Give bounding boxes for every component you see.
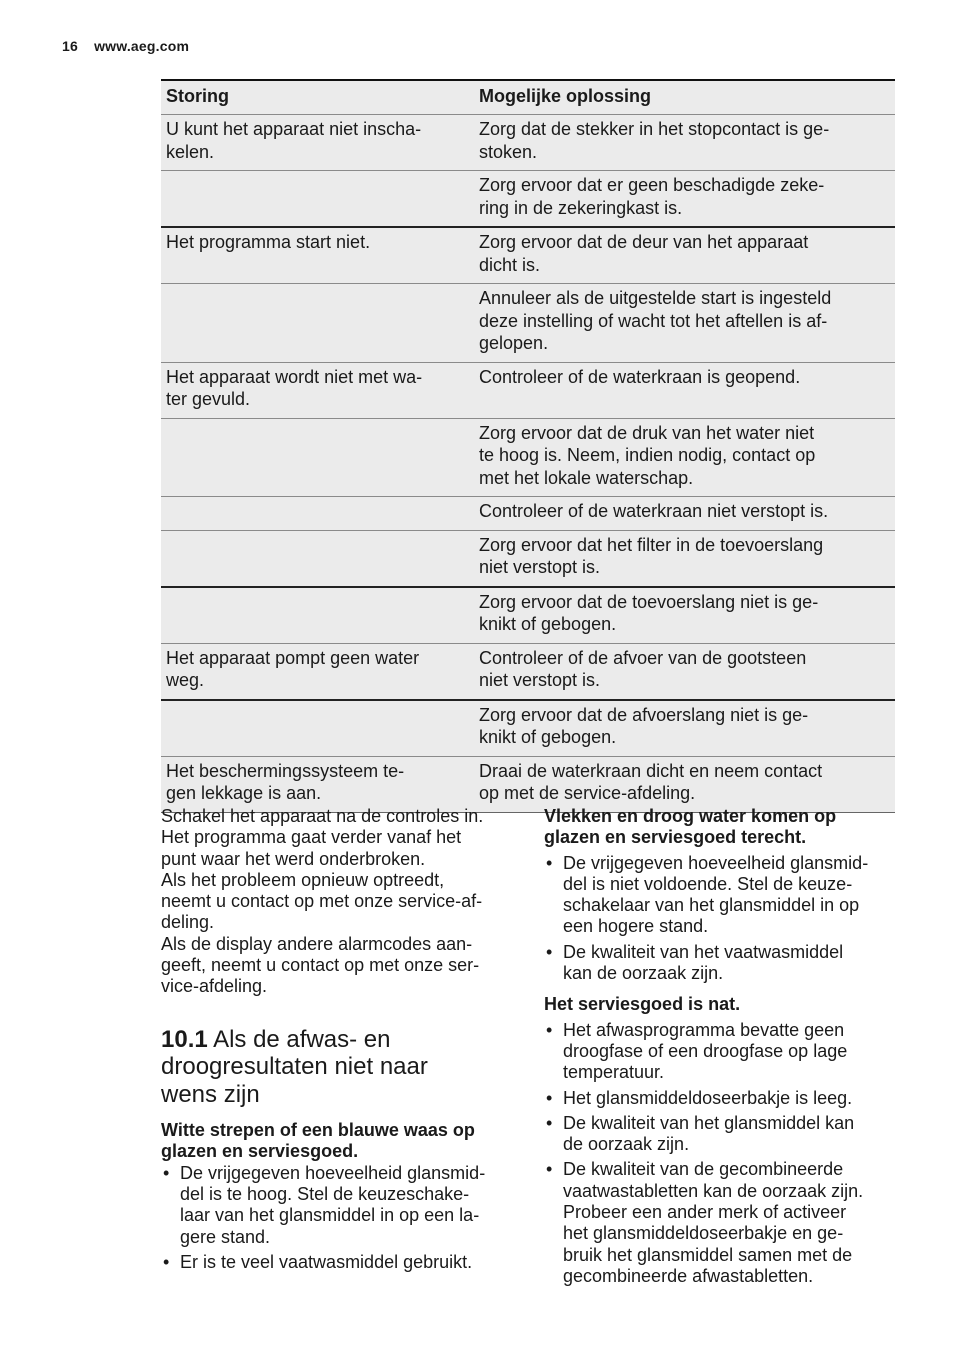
problem-cell: Het programma start niet. [161, 227, 474, 284]
table-row [161, 362, 895, 418]
table-row [161, 227, 895, 284]
table-row [161, 700, 895, 757]
site-url: www.aeg.com [94, 38, 190, 54]
bullet-list [544, 1020, 898, 1288]
solution-cell: Controleer of de waterkraan is geopend. [474, 362, 895, 418]
intro-paragraph: Schakel het apparaat na de controles in. Het programma gaat verder vanaf het punt waar het werd onderbroken. Als het probleem opnieuw optreedt, neemt u contact op met onze service-af- deling. Als de display andere alarmcodes aan- geeft, neemt u contact op met onze ser- vice-afdeling. [161, 806, 484, 997]
list-item: • De kwaliteit van het glansmiddel kan de oorzaak zijn. [544, 1113, 898, 1156]
list-item: • De vrijgegeven hoeveelheid glansmid- del is niet voldoende. Stel de keuze- schakelaar van het glansmiddel in op een hogere stand. [544, 853, 898, 938]
problem-cell: Het beschermingssysteem te- gen lekkage is aan. [161, 756, 474, 812]
section-title: Als de afwas- en droogresultaten niet naar wens zijn [161, 1025, 428, 1108]
problem-cell: U kunt het apparaat niet inscha- kelen. [161, 115, 474, 171]
list-item: • Er is te veel vaatwasmiddel gebruikt. [161, 1252, 521, 1273]
list-item: • De vrijgegeven hoeveelheid glansmid- del is te hoog. Stel de keuzeschake- laar van het glansmiddel in op een la- gere stand. [161, 1163, 521, 1248]
problem-cell [161, 171, 474, 228]
subheading-white-streaks: Witte strepen of een blauwe waas op glazen en serviesgoed. [161, 1120, 475, 1162]
solution-cell: Draai de waterkraan dicht en neem contact op met de service-afdeling. [474, 756, 895, 812]
list-item: • Het glansmiddeldoseerbakje is leeg. [544, 1088, 898, 1109]
problem-cell: Het apparaat pompt geen water weg. [161, 643, 474, 700]
table-row [161, 497, 895, 531]
solution-cell: Zorg ervoor dat er geen beschadigde zeke- ring in de zekeringkast is. [474, 171, 895, 228]
solution-cell: Zorg ervoor dat de druk van het water niet te hoog is. Neem, indien nodig, contact op met het lokale waterschap. [474, 418, 895, 497]
page-header [62, 38, 189, 54]
subheading-stains: Vlekken en droog water komen op glazen en serviesgoed terecht. [544, 806, 837, 848]
solution-cell: Zorg ervoor dat de deur van het apparaat dicht is. [474, 227, 895, 284]
right-column [544, 806, 898, 1297]
solution-cell: Zorg ervoor dat het filter in de toevoerslang niet verstopt is. [474, 530, 895, 587]
list-item: • De kwaliteit van het vaatwasmiddel kan de oorzaak zijn. [544, 942, 898, 985]
table-row [161, 284, 895, 363]
table-row [161, 530, 895, 587]
section-heading [161, 1026, 521, 1109]
solution-cell: Annuleer als de uitgestelde start is ingesteld deze instelling of wacht tot het aftellen is af- gelopen. [474, 284, 895, 363]
problem-cell: Het apparaat wordt niet met wa- ter gevuld. [161, 362, 474, 418]
table-header-row [161, 80, 895, 115]
subheading-wet-dishes: Het serviesgoed is nat. [544, 994, 741, 1015]
solution-cell: Controleer of de afvoer van de gootsteen niet verstopt is. [474, 643, 895, 700]
bullet-list [161, 1163, 521, 1273]
table-row [161, 115, 895, 171]
table-row [161, 643, 895, 700]
section-number: 10.1 [161, 1025, 208, 1053]
solution-cell: Zorg dat de stekker in het stopcontact is ge- stoken. [474, 115, 895, 171]
list-item: • Het afwasprogramma bevatte geen droogfase of een droogfase op lage temperatuur. [544, 1020, 898, 1084]
problem-cell [161, 530, 474, 587]
problem-cell [161, 700, 474, 757]
table-row [161, 418, 895, 497]
list-item: • De kwaliteit van de gecombineerde vaatwastabletten kan de oorzaak zijn. Probeer een ander merk of activeer het glansmiddeldoseerbakje en ge- bruik het glansmiddel samen met de gecombineerde afwastabletten. [544, 1159, 898, 1287]
problem-cell [161, 284, 474, 363]
column-header-problem: Storing [161, 80, 474, 115]
solution-cell: Zorg ervoor dat de toevoerslang niet is ge- knikt of gebogen. [474, 587, 895, 644]
solution-cell: Controleer of de waterkraan niet verstopt is. [474, 497, 895, 531]
troubleshooting-table [161, 79, 895, 813]
left-column [161, 806, 521, 1283]
problem-cell [161, 587, 474, 644]
table-row [161, 756, 895, 812]
page-number: 16 [62, 38, 78, 54]
problem-cell [161, 497, 474, 531]
bullet-list [544, 853, 898, 985]
table-row [161, 587, 895, 644]
table-row [161, 171, 895, 228]
problem-cell [161, 418, 474, 497]
column-header-solution: Mogelijke oplossing [474, 80, 895, 115]
solution-cell: Zorg ervoor dat de afvoerslang niet is ge- knikt of gebogen. [474, 700, 895, 757]
